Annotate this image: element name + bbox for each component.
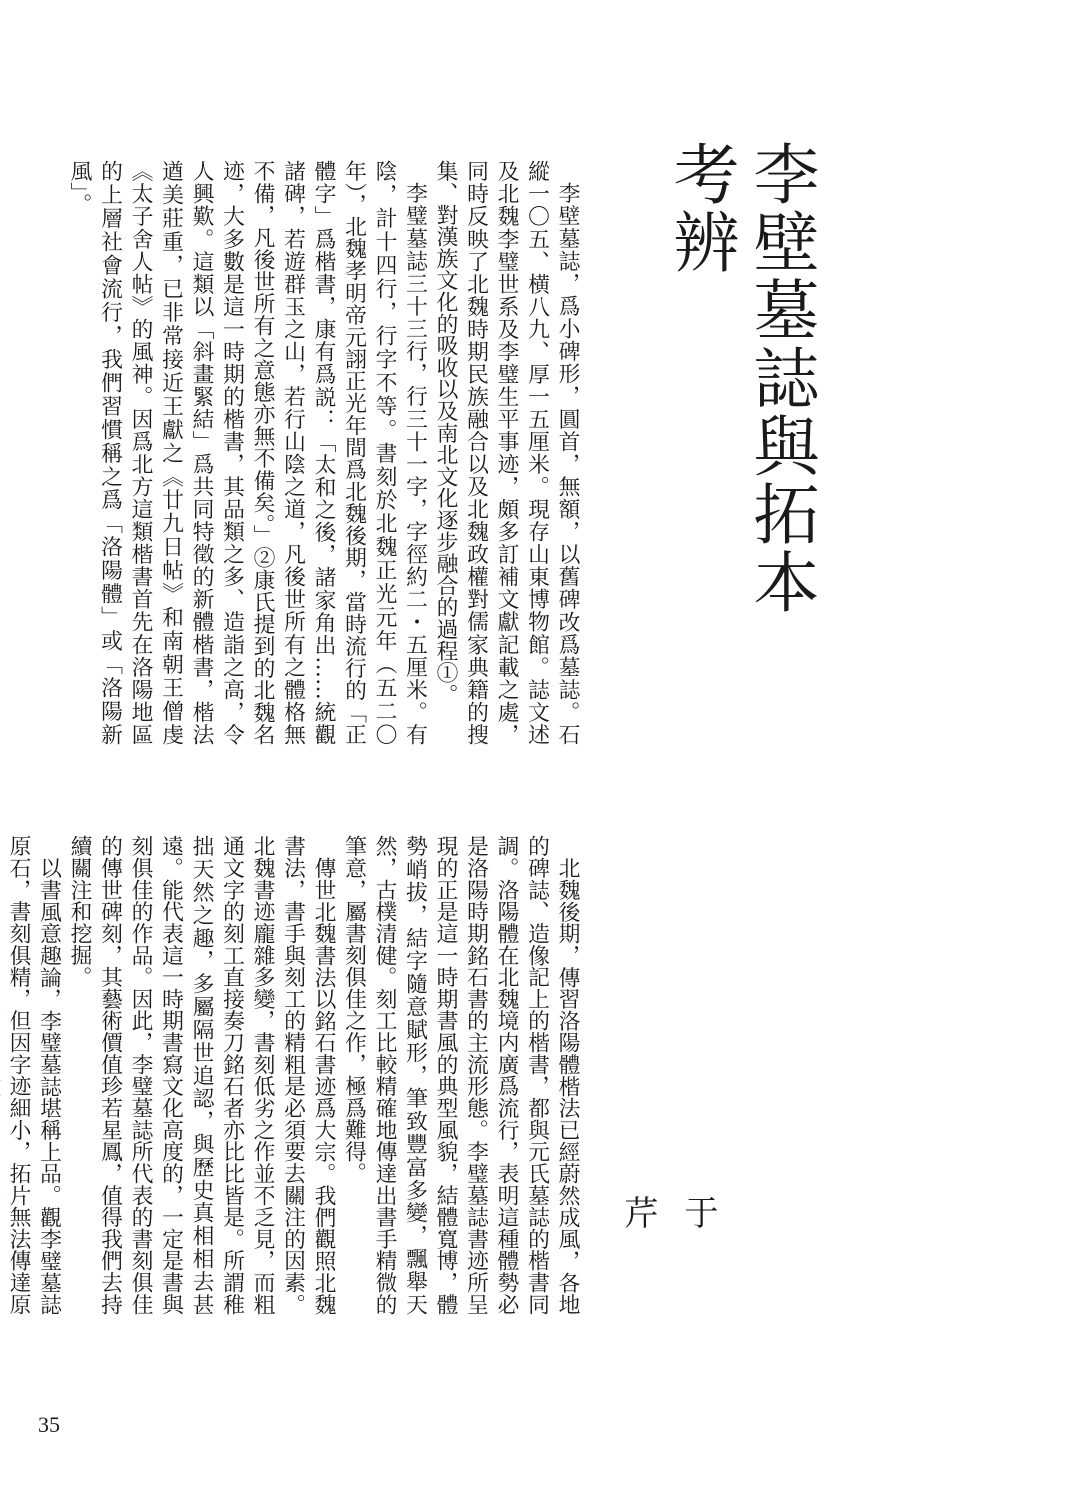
paragraph: 以書風意趣論，李璧墓誌堪稱上品。觀李璧墓誌原石，書刻俱精，但因字迹細小，拓片無法傳達原 bbox=[6, 835, 62, 1315]
paragraph: 傳世北魏書法以銘石書迹爲大宗。我們觀照北魏書法，書手與刻工的精粗是必須要去關注的因素。北魏書迹龐雜多變，書刻低劣之作並不乏見，而粗通文字的刻工直接奏刀銘石者亦比比皆是。所謂稚拙天然之趣，多屬隔世追認，與歷史真相相去甚遠。能代表這一時期書寫文化高度的，一定是書與刻俱佳的作品。因此，李璧墓誌所代表的書刻俱佳的傳世碑刻，其藝術價值珍若星鳳，值得我們去持續關注和挖掘。 bbox=[67, 835, 336, 1315]
paragraph: 李壁墓誌，爲小碑形，圓首，無額，以舊碑改爲墓誌。石縱一〇五、横八九、厚一五厘米。現存山東博物館。誌文述及北魏李璧世系及李璧生平事迹，頗多訂補文獻記載之處，同時反映了北魏時期民族融合以及北魏政權對儒家典籍的搜集、對漢族文化的吸收以及南北文化逐步融合的過程①。 bbox=[433, 160, 580, 745]
body-text-bottom bbox=[6, 835, 582, 1315]
paragraph: 北魏後期，傳習洛陽體楷法已經蔚然成風，各地的碑誌、造像記上的楷書，都與元氏墓誌的楷書同調。洛陽體在北魏境内廣爲流行，表明這種體勢必是洛陽時期銘石書的主流形態。李璧墓誌書迹所呈現的正是這一時期書風的典型風貌，結體寬博，體勢峭拔，結字隨意賦形，筆致豐富多變，飄舉天然，古樸清健。刻工比較精確地傳達出書手精微的筆意，屬書刻俱佳之作，極爲難得。 bbox=[341, 835, 580, 1315]
author-name: 于 芹 bbox=[618, 1195, 718, 1263]
paragraph: 李璧墓誌三十三行，行三十一字，字徑約二・五厘米。有陰，計十四行，行字不等。書刻於北魏正光元年（五二〇年），北魏孝明帝元詡正光年間爲北魏後期，當時流行的「正體字」爲楷書，康有爲説：「太和之後，諸家角出……統觀諸碑，若遊群玉之山，若行山陰之道，凡後世所有之體格無不備，凡後世所有之意態亦無不備矣。」②康氏提到的北魏名迹，大多數是這一時期的楷書，其品類之多、造詣之高，令人興歎。這類以「斜畫緊結」爲共同特徵的新體楷書，楷法遒美莊重，已非常接近王獻之《廿九日帖》和南朝王僧虔《太子舍人帖》的風神。因爲北方這類楷書首先在洛陽地區的上層社會流行，我們習慣稱之爲「洛陽體」或「洛陽新風」。 bbox=[67, 160, 428, 745]
page-number: 35 bbox=[38, 1412, 60, 1437]
body-text-top bbox=[67, 160, 582, 745]
article-title: 李壁墓誌與拓本考辨 bbox=[662, 140, 819, 616]
